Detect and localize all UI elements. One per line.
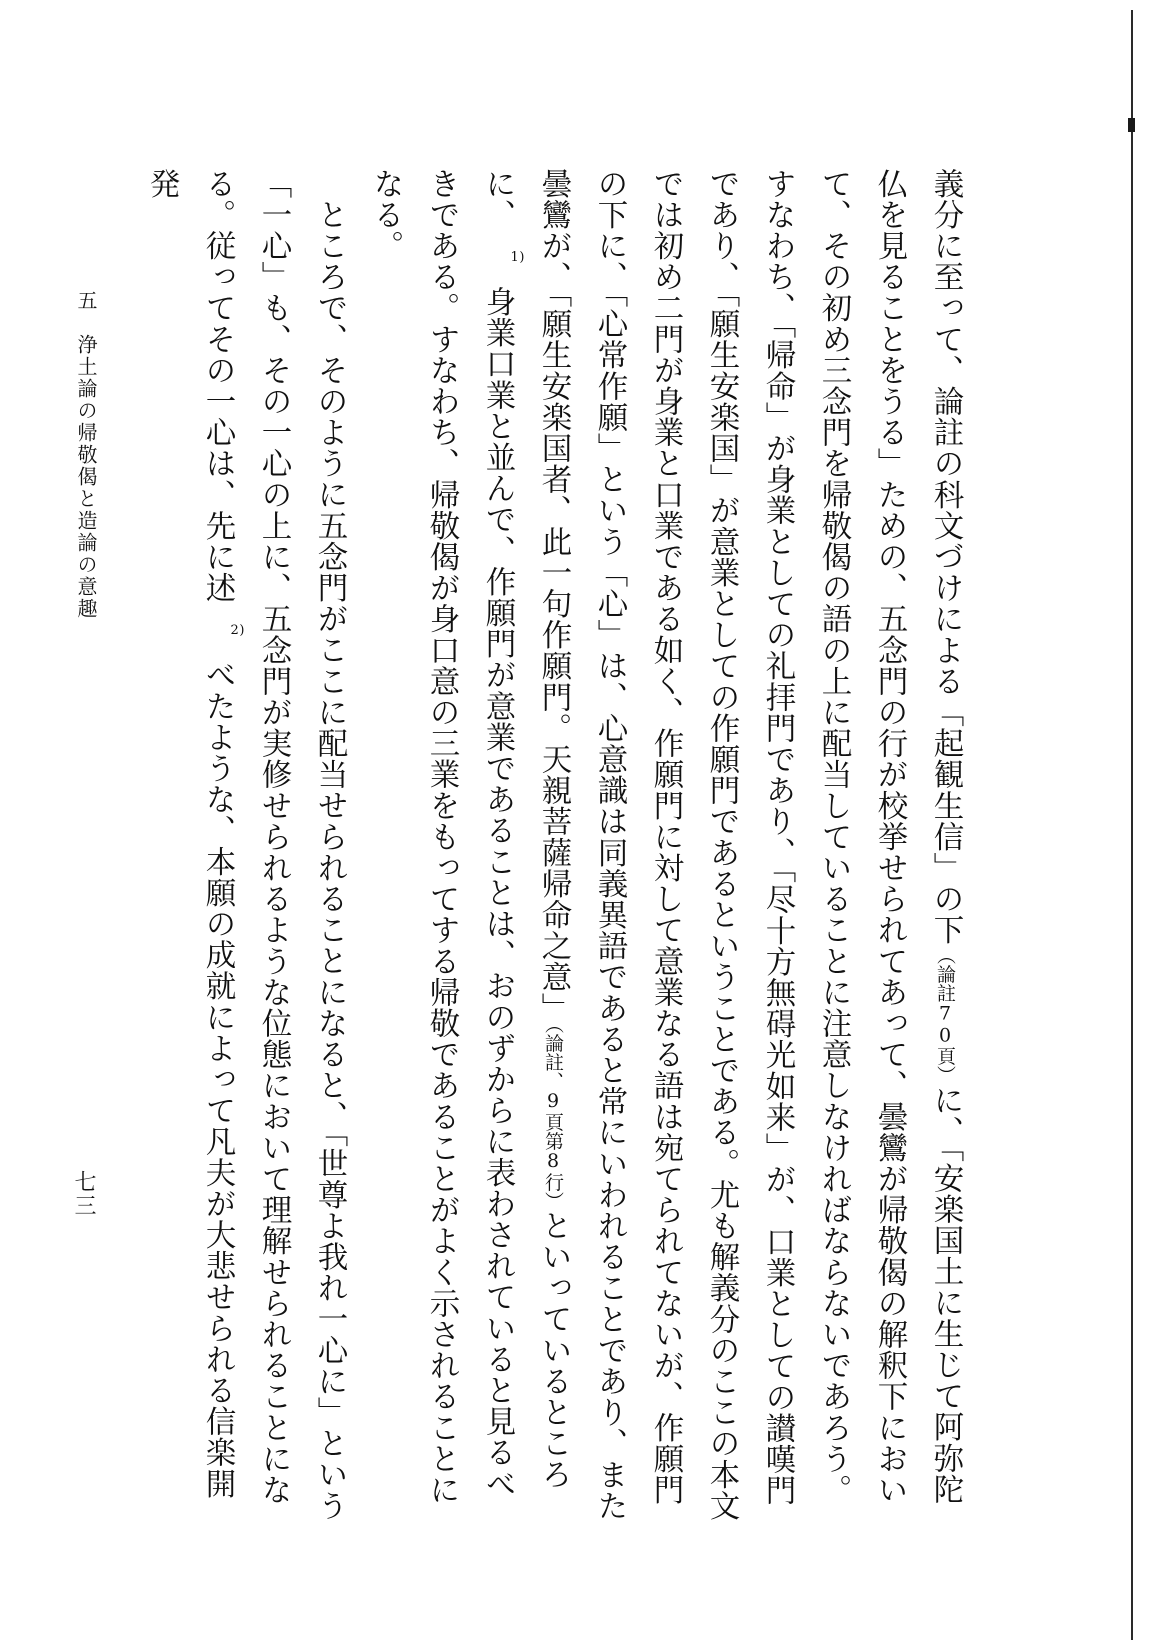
paragraph-2-text-2: べたような、本願の成就によって凡夫が大悲せられる信楽開発 — [144, 168, 235, 1500]
paragraph-1-text-1: 義分に至って、論註の科文づけによる「起観生信」の下 — [928, 168, 963, 946]
page-number: 七三 — [71, 1170, 96, 1218]
binding-edge-line — [1131, 10, 1133, 1640]
paragraph-2 — [133, 168, 357, 1528]
body-text — [133, 168, 973, 1528]
footnote-marker-1: 1) — [510, 250, 525, 266]
binding-edge-mark — [1128, 118, 1135, 132]
paragraph-1-text-3: といっているところに、 — [480, 168, 571, 1490]
paragraph-1-text-4: 身業口業と並んで、作願門が意業であることは、おのずからに表わされていると見るべきである。すなわち、帰敬偈が身口意の三業をもってする帰敬であることがよく示されることになる。 — [368, 168, 515, 1506]
citation-ronchu-9: （論註、9頁第8行） — [542, 1023, 564, 1211]
paragraph-1 — [357, 168, 973, 1528]
footnote-marker-2: 2) — [230, 623, 245, 639]
paragraph-1-text-2: に、「安楽国土に生じて阿弥陀仏を見ることをうる」ための、五念門の行が校挙せられてあって、曇鸞が帰敬偈の解釈下において、その初め三念門を帰敬偈の語の上に配当していることに注意しなければならないであろう。すなわち、「帰命」が身業としての礼拝門であり、「尽十方無碍光如来」が、口業としての讃嘆門であり、「願生安楽国」が意業としての作願門であるということである。尤も解義分のここの本文では初め二門が身業と口業である如く、作願門に対して意業なる語は宛てられてないが、作願門の下に、「心常作願」という「心」は、心意識は同義異語であると常にいわれることであり、また曇鸞が、「願生安楽国者、此一句作願門。天親菩薩帰命之意」 — [536, 168, 963, 1522]
chapter-title: 浄土論の帰敬偈と造論の意趣 — [74, 334, 98, 620]
citation-ronchu-70: （論註70頁） — [934, 945, 956, 1085]
running-head — [72, 290, 101, 620]
paragraph-2-text-1: ところで、そのように五念門がここに配当せられることになると、「世尊よ我れ一心に」という「一心」も、その一心の上に、五念門が実修せられるような位態において理解せられることになる。従ってその一心は、先に述 — [200, 168, 347, 1521]
chapter-number: 五 — [74, 290, 98, 312]
